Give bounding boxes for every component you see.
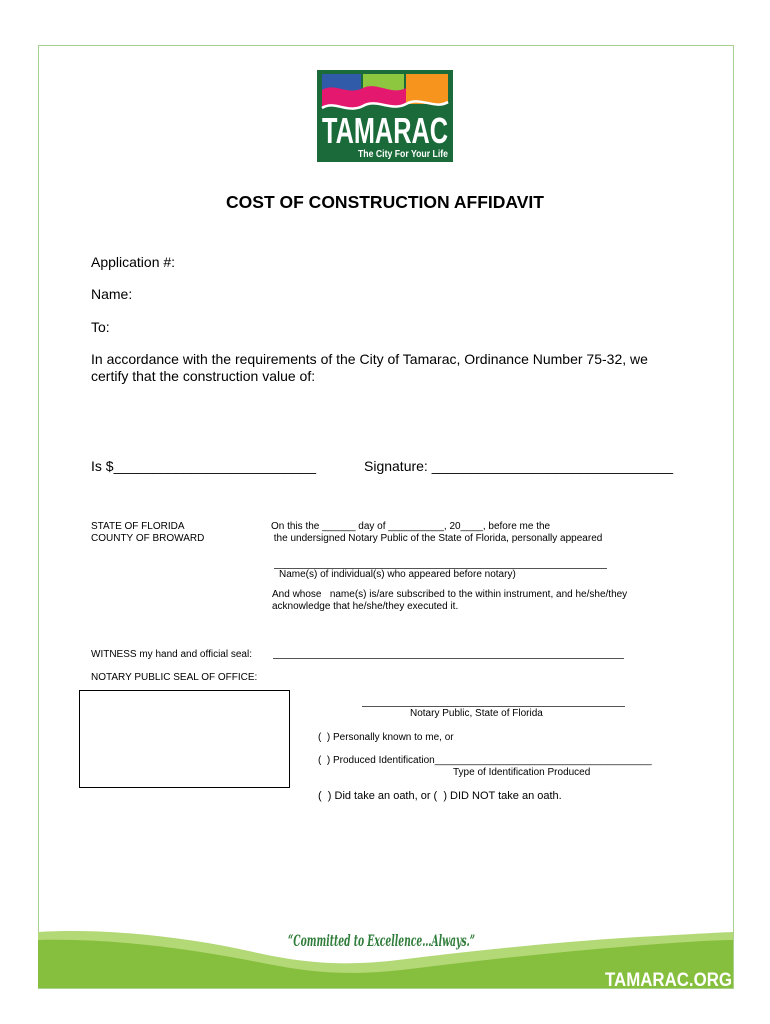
notary-seal-box [79,690,290,788]
page-border [39,46,734,989]
document-title: COST OF CONSTRUCTION AFFIDAVIT [226,192,544,212]
name-label: Name: [91,286,133,302]
to-label: To: [91,319,110,335]
construction-value-line: Is $__________________________ [91,458,317,474]
notary-intro-line-1: On this the ______ day of __________, 20____, before me the [271,521,551,532]
signature-line: Signature: _______________________________ [364,458,674,474]
personally-known-option: ( ) Personally known to me, or [318,732,454,743]
logo-tagline: The City For Your Life [358,148,449,160]
acknowledgment-line-2: acknowledge that he/she/they executed it. [272,601,459,612]
acknowledgment-line-1: And whose name(s) is/are subscribed to the within instrument, and he/she/they [272,589,628,600]
witness-label: WITNESS my hand and official seal: [91,649,252,660]
footer-wave-banner [38,915,733,991]
application-number-label: Application #: [91,254,176,270]
statement-line-2: certify that the construction value of: [91,368,316,384]
produced-identification-option: ( ) Produced Identification_______________________________________ [318,755,652,766]
seal-label: NOTARY PUBLIC SEAL OF OFFICE: [91,672,258,683]
logo-wordmark: TAMARAC [322,110,449,151]
county-label: COUNTY OF BROWARD [91,533,205,544]
oath-option: ( ) Did take an oath, or ( ) DID NOT take an oath. [318,790,562,802]
witness-signature-line [273,658,624,659]
footer-slogan: “Committed to Excellence…Always.” [288,931,475,950]
state-label: STATE OF FLORIDA [91,521,185,532]
notary-signature-line [362,706,625,707]
notary-intro-line-2: the undersigned Notary Public of the State of Florida, personally appeared [271,533,603,544]
footer-website: TAMARAC.ORG [605,970,732,991]
tamarac-logo [317,70,453,162]
identification-type-caption: Type of Identification Produced [453,767,591,778]
statement-line-1: In accordance with the requirements of the City of Tamarac, Ordinance Number 75-32, we [91,351,648,367]
appeared-names-caption: Name(s) of individual(s) who appeared before notary) [279,569,516,580]
notary-signature-caption: Notary Public, State of Florida [410,708,543,719]
